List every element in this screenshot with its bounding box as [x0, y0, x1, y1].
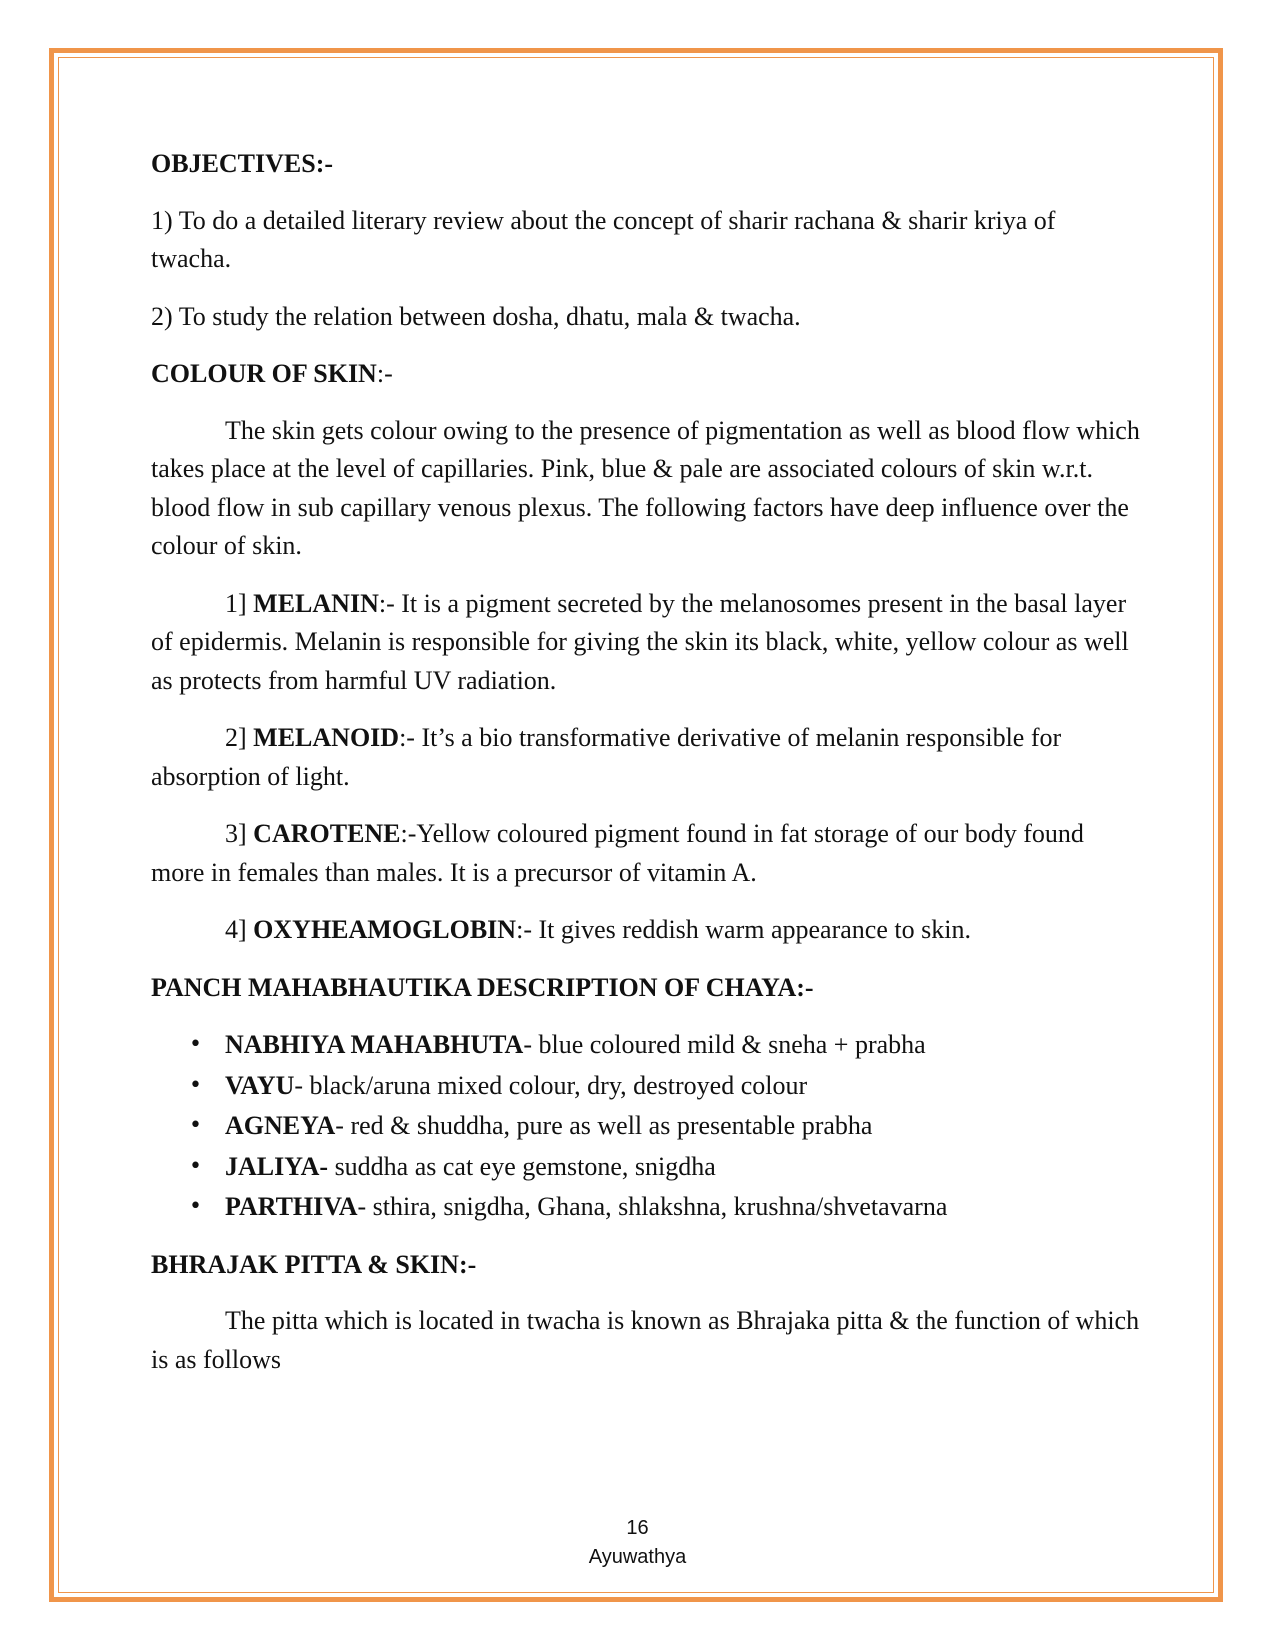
list-item [151, 1106, 1141, 1147]
list-item [151, 1066, 1141, 1107]
chaya-description: - blue coloured mild & sneha + prabha [523, 1030, 926, 1059]
factor-description: :-Yellow coloured pigment found in fat storage of our body found more in females than males. It is a precursor of vitamin A. [151, 819, 1084, 887]
factor-description: :- It is a pigment secreted by the melanosomes present in the basal layer of epidermis. Melanin is responsible for giving the skin its black, white, yellow colour as well as protects from harmful UV radiation. [151, 588, 1129, 695]
list-item [151, 1147, 1141, 1188]
objective-item-2: 2) To study the relation between dosha, dhatu, mala & twacha. [151, 301, 801, 331]
chaya-description: - sthira, snigdha, Ghana, shlakshna, krushna/shvetavarna [357, 1192, 948, 1221]
factor-term: MELANOID [253, 723, 400, 752]
objectives-heading: OBJECTIVES:- [151, 149, 334, 178]
chaya-description: - black/aruna mixed colour, dry, destroyed colour [294, 1070, 808, 1100]
colour-heading-suffix: :- [376, 359, 393, 388]
bullet-icon: • [189, 1194, 202, 1219]
bullet-icon: • [189, 1153, 202, 1179]
factor-number: 2] [225, 723, 254, 752]
footer-brand: Ayuwathya [588, 1546, 687, 1568]
factor-number: 4] [225, 915, 254, 944]
chaya-term: AGNEYA [225, 1111, 336, 1140]
bhrajak-paragraph: The pitta which is located in twacha is known as Bhrajaka pitta & the function of which is as follows [151, 1306, 1140, 1374]
factor-melanoid [151, 719, 1141, 796]
list-item [151, 1025, 1141, 1066]
bullet-icon: • [189, 1032, 202, 1057]
factor-melanin [151, 585, 1141, 701]
factor-description: :- It gives reddish warm appearance to skin. [516, 915, 971, 944]
factor-number: 3] [225, 819, 254, 848]
chaya-description: - red & shuddha, pure as well as presentable prabha [335, 1111, 873, 1140]
chaya-description: suddha as cat eye gemstone, snigdha [328, 1151, 716, 1181]
factor-term: CAROTENE [253, 819, 401, 848]
chaya-term: VAYU [225, 1070, 295, 1100]
factor-term: OXYHEAMOGLOBIN [253, 915, 517, 944]
chaya-term: NABHIYA MAHABHUTA [225, 1030, 524, 1059]
bullet-icon: • [189, 1113, 202, 1138]
chaya-term: JALIYA- [225, 1151, 329, 1181]
factor-term: MELANIN [253, 588, 379, 618]
factor-carotene [151, 815, 1141, 892]
page-content [151, 145, 1141, 1398]
colour-heading-label: COLOUR OF SKIN [151, 359, 377, 388]
factor-description: :- It’s a bio transformative derivative of melanin responsible for absorption of light. [151, 723, 1062, 791]
list-item [151, 1187, 1141, 1228]
objective-item-1: 1) To do a detailed literary review about the concept of sharir rachana & sharir kriya of twacha. [151, 205, 1056, 273]
factor-number: 1] [225, 588, 254, 618]
factor-oxyheamoglobin [151, 911, 1141, 950]
page-number: 16 [626, 1517, 649, 1539]
colour-of-skin-heading [151, 355, 1141, 394]
colour-intro-paragraph: The skin gets colour owing to the presence of pigmentation as well as blood flow which takes place at the level of capillaries. Pink, blue & pale are associated colours of skin w.r.t. blood flow in sub capillary venous plexus. The following factors have deep influence over the colour of skin. [151, 415, 1140, 560]
chaya-term: PARTHIVA [225, 1192, 358, 1221]
bullet-icon: • [189, 1072, 202, 1098]
bhrajak-heading: BHRAJAK PITTA & SKIN:- [151, 1249, 477, 1279]
chaya-heading: PANCH MAHABHAUTIKA DESCRIPTION OF CHAYA:- [151, 972, 814, 1002]
chaya-list [151, 1025, 1141, 1228]
